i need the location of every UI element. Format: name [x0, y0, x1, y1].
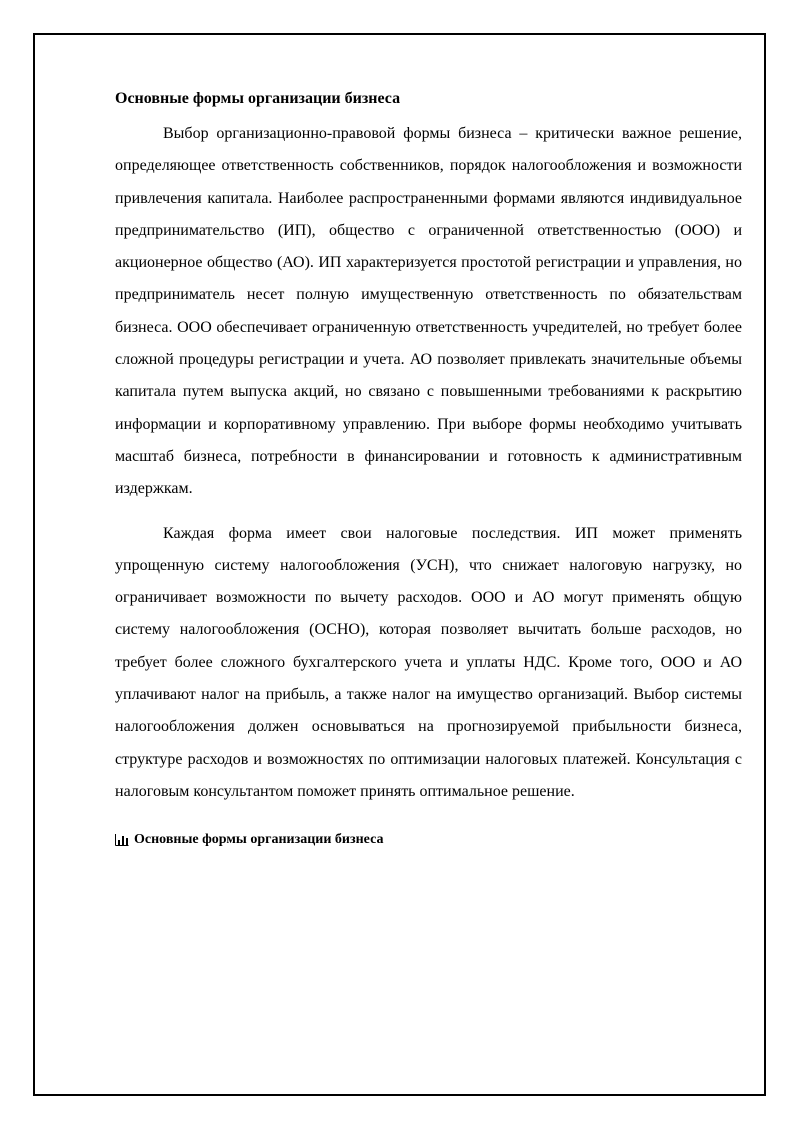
chart-caption-text: Основные формы организации бизнеса [134, 832, 384, 848]
paragraph-2: Каждая форма имеет свои налоговые последствия. ИП может применять упрощенную систему налогообложения (УСН), что снижает налоговую нагрузку, но ограничивает возможности по вычету расходов. ООО и АО могут применять общую систему налогообложения (ОСНО), которая позволяет вычитать больше расходов, но требует более сложного бухгалтерского учета и уплаты НДС. Кроме того, ООО и АО уплачивают налог на прибыль, а также налог на имущество организаций. Выбор системы налогообложения должен основываться на прогнозируемой прибыльности бизнеса, структуре расходов и возможностях по оптимизации налоговых платежей. Консультация с налоговым консультантом поможет принять оптимальное решение. [115, 524, 742, 800]
document-body [115, 88, 742, 850]
chart-caption [115, 830, 742, 850]
bar-chart-icon [115, 834, 129, 846]
paragraph-1: Выбор организационно-правовой формы бизнеса – критически важное решение, определяющее ответственность собственников, порядок налогообложения и возможности привлечения капитала. Наиболее распространенными формами являются индивидуальное предпринимательство (ИП), общество с ограниченной ответственностью (ООО) и акционерное общество (АО). ИП характеризуется простотой регистрации и управления, но предприниматель несет полную имущественную ответственность по обязательствам бизнеса. ООО обеспечивает ограниченную ответственность учредителей, но требует более сложной процедуры регистрации и учета. АО позволяет привлекать значительные объемы капитала путем выпуска акций, но связано с повышенными требованиями к раскрытию информации и корпоративному управлению. При выборе формы необходимо учитывать масштаб бизнеса, потребности в финансировании и готовность к административным издержкам. [115, 125, 742, 498]
document-title: Основные формы организации бизнеса [115, 90, 401, 107]
